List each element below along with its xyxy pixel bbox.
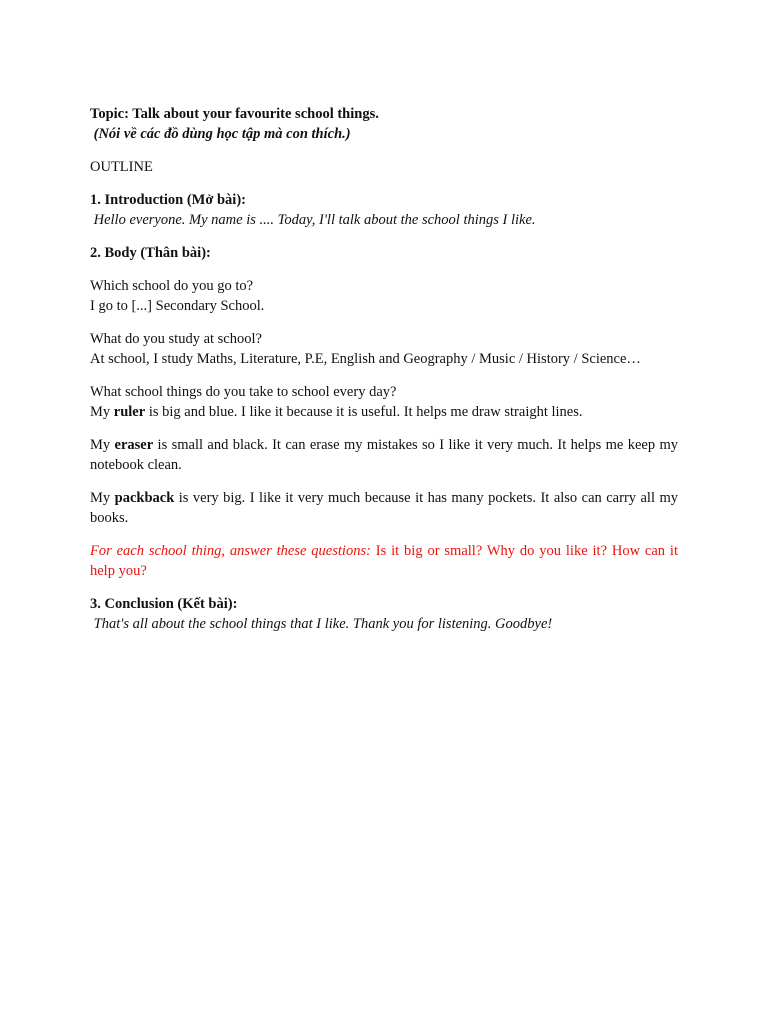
body-qa-things [90, 382, 678, 422]
topic-title: Topic: Talk about your favourite school things. [90, 106, 379, 122]
body-qa-study [90, 329, 678, 369]
conclusion-section [90, 594, 678, 634]
packback-paragraph [90, 488, 678, 528]
eraser-keyword: eraser [114, 437, 154, 453]
topic-block [90, 104, 678, 144]
packback-keyword: packback [114, 490, 175, 506]
body-heading: 2. Body (Thân bài): [90, 245, 211, 261]
ruler-post: is big and blue. I like it because it is useful. It helps me draw straight lines. [145, 404, 583, 420]
instruction-questions: Is it big or small? Why do you like it? How can it help you? [90, 543, 678, 579]
packback-post: is very big. I like it very much because it has many pockets. It also can carry all my books. [90, 490, 678, 526]
conclusion-heading: 3. Conclusion (Kết bài): [90, 596, 238, 612]
instruction-paragraph [90, 541, 678, 581]
introduction-heading: 1. Introduction (Mở bài): [90, 192, 246, 208]
introduction-section [90, 190, 678, 230]
introduction-text: Hello everyone. My name is .... Today, I'll talk about the school things I like. [93, 212, 536, 228]
answer-study: At school, I study Maths, Literature, P.E, English and Geography / Music / History / Science… [90, 351, 641, 367]
question-study: What do you study at school? [90, 331, 262, 347]
packback-pre: My [90, 490, 115, 506]
body-heading-block [90, 243, 678, 263]
question-school: Which school do you go to? [90, 278, 254, 294]
body-qa-school [90, 276, 678, 316]
eraser-pre: My [90, 437, 115, 453]
ruler-paragraph [90, 402, 678, 422]
outline-label-block [90, 157, 678, 177]
eraser-paragraph [90, 435, 678, 475]
ruler-pre: My [90, 404, 114, 420]
eraser-post: is small and black. It can erase my mistakes so I like it very much. It helps me keep my notebook clean. [90, 437, 678, 473]
conclusion-text: That's all about the school things that I like. Thank you for listening. Goodbye! [93, 616, 553, 632]
outline-label: OUTLINE [90, 159, 153, 175]
document-page [90, 104, 678, 647]
answer-school: I go to [...] Secondary School. [90, 298, 265, 314]
question-things: What school things do you take to school every day? [90, 384, 397, 400]
ruler-keyword: ruler [113, 404, 146, 420]
instruction-italic: For each school thing, answer these questions: [90, 543, 371, 559]
topic-subtitle: (Nói về các đồ dùng học tập mà con thích.) [93, 126, 351, 142]
